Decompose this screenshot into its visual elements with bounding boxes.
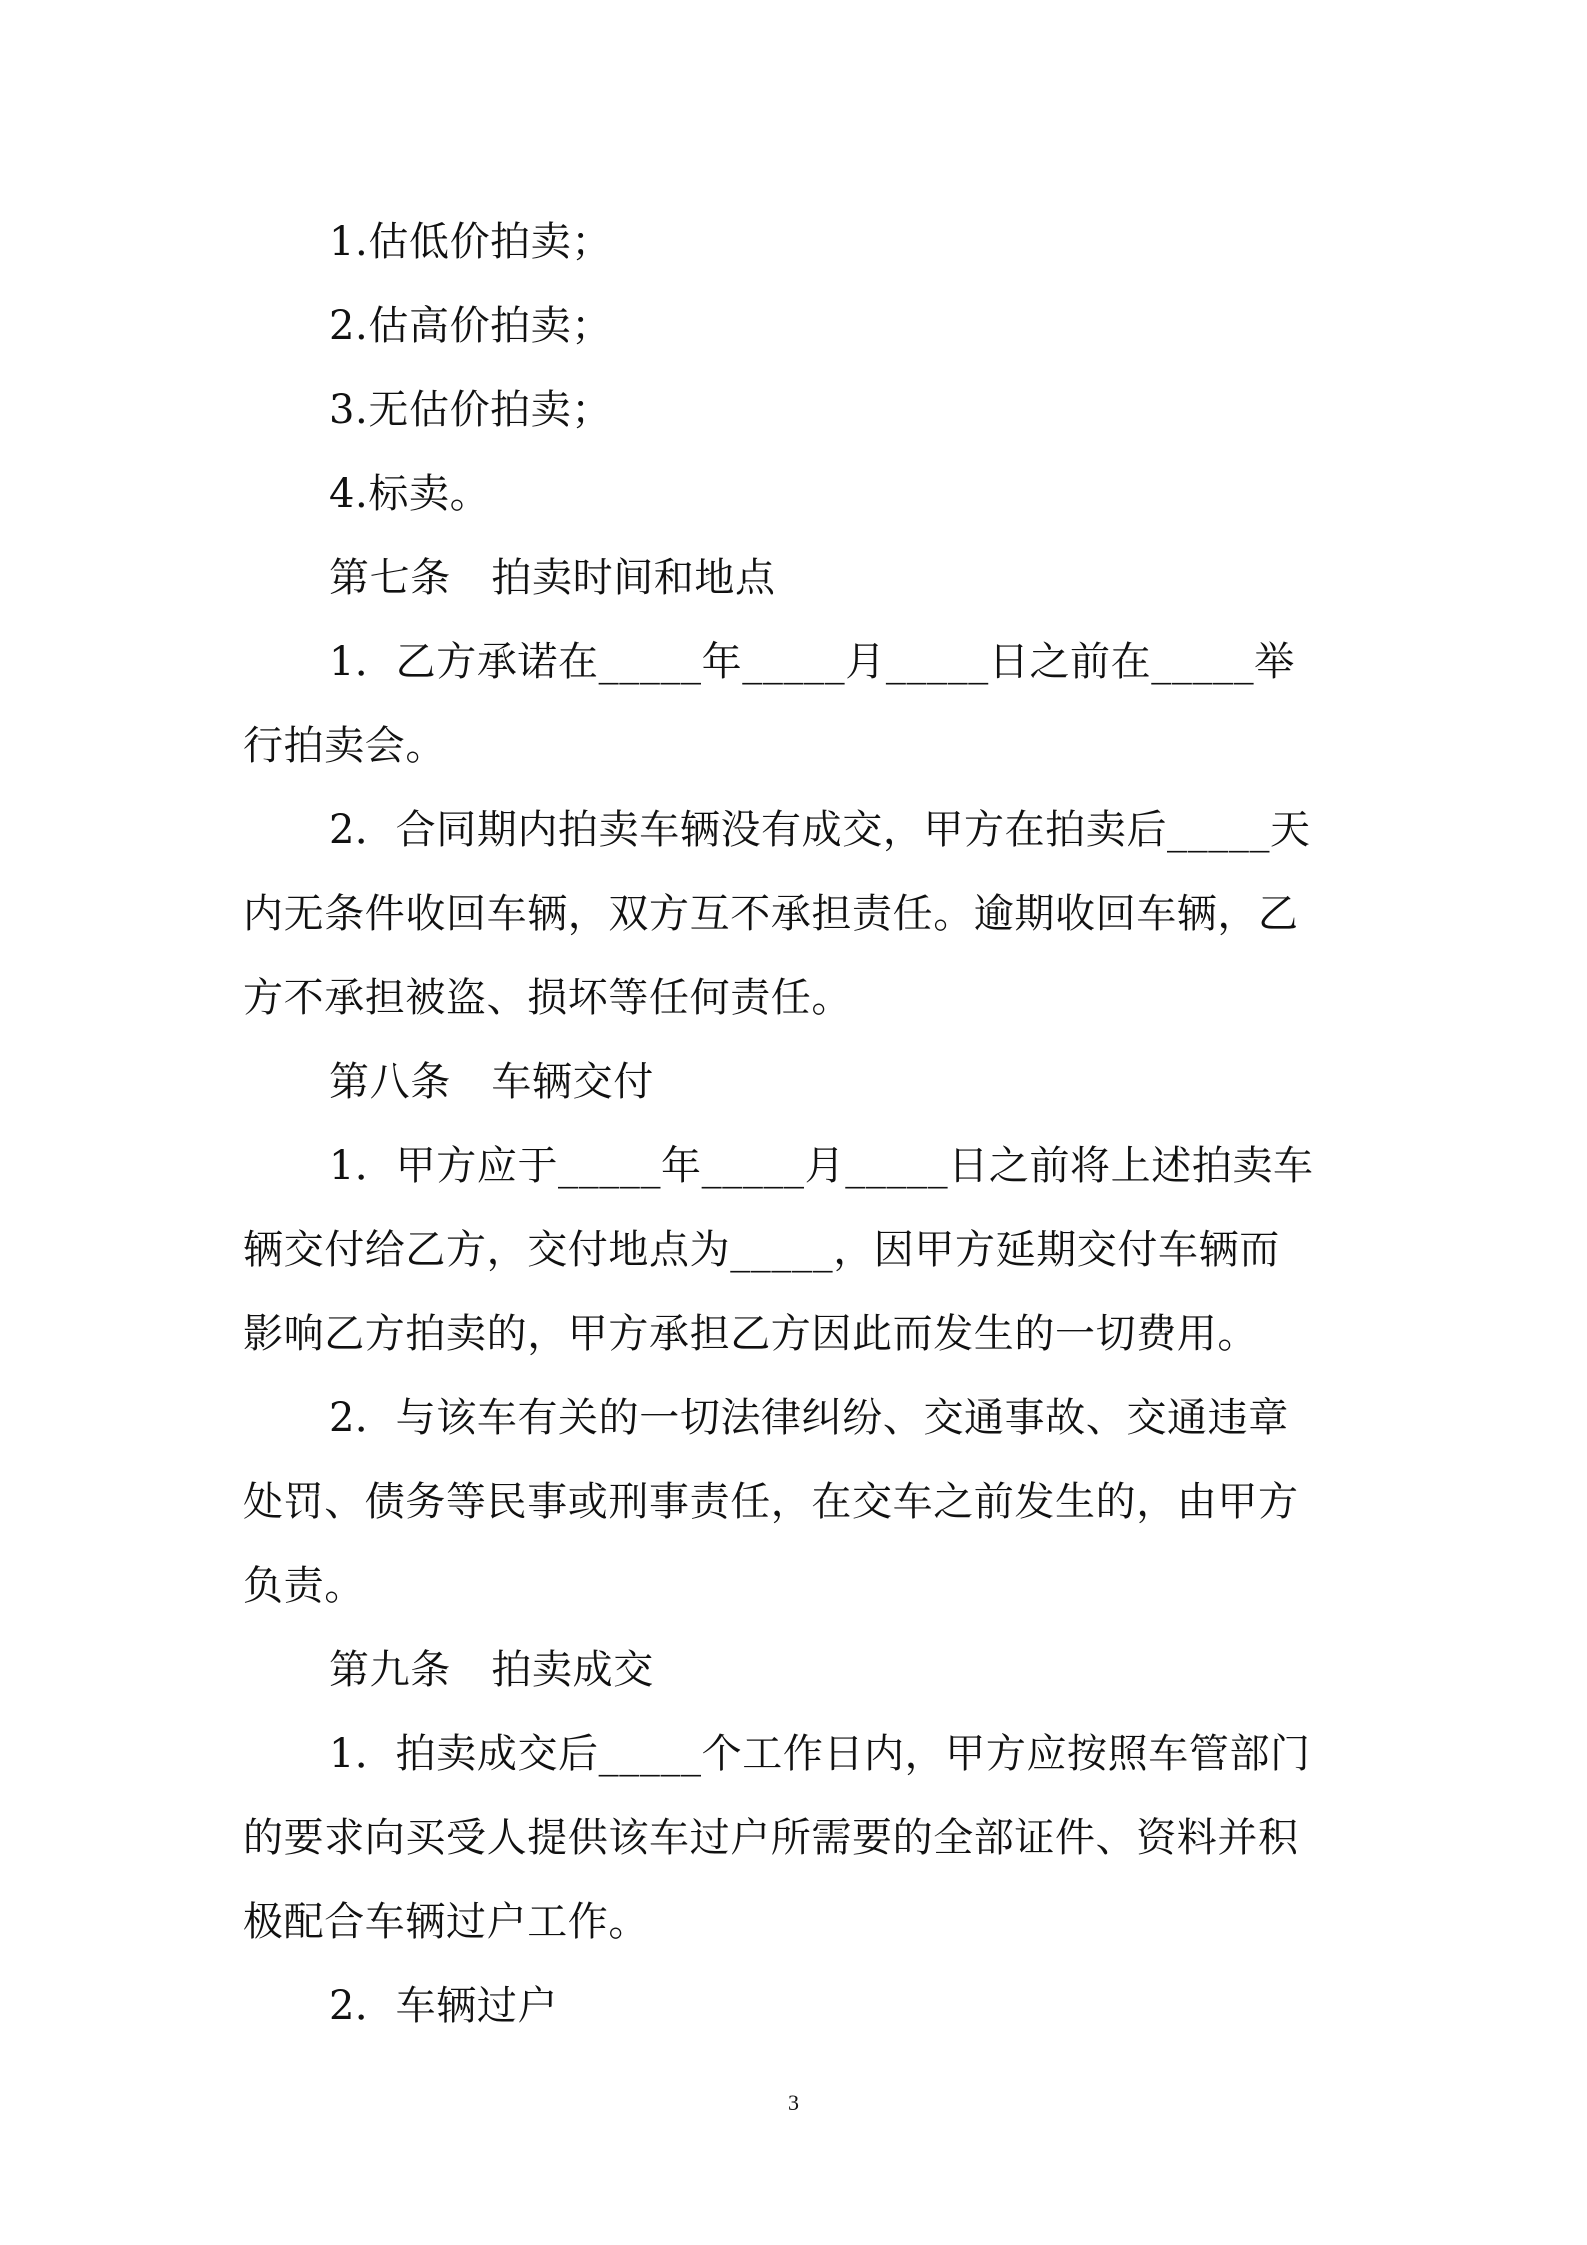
paragraph-line: 极配合车辆过户工作。 bbox=[243, 1899, 649, 1945]
paragraph-line: 1．乙方承诺在_____年_____月_____日之前在_____举 bbox=[329, 639, 1295, 685]
paragraph-line: 方不承担被盗、损坏等任何责任。 bbox=[243, 975, 852, 1021]
paragraph-line: 负责。 bbox=[243, 1563, 365, 1609]
paragraph-line: 的要求向买受人提供该车过户所需要的全部证件、资料并积 bbox=[243, 1815, 1299, 1861]
article-8-heading: 第八条 车辆交付 bbox=[329, 1059, 654, 1105]
document-body bbox=[243, 200, 1353, 2048]
list-item: 2.估高价拍卖； bbox=[329, 303, 612, 349]
article-7-heading: 第七条 拍卖时间和地点 bbox=[329, 555, 776, 601]
list-item: 3.无估价拍卖； bbox=[329, 387, 612, 433]
paragraph-line: 2．车辆过户 bbox=[329, 1983, 559, 2029]
paragraph-line: 2．与该车有关的一切法律纠纷、交通事故、交通违章 bbox=[329, 1395, 1289, 1441]
paragraph-line: 辆交付给乙方，交付地点为_____，因甲方延期交付车辆而 bbox=[243, 1227, 1280, 1273]
paragraph-line: 处罚、债务等民事或刑事责任，在交车之前发生的，由甲方 bbox=[243, 1479, 1299, 1525]
list-item: 4.标卖。 bbox=[329, 471, 491, 517]
paragraph-line: 1．甲方应于_____年_____月_____日之前将上述拍卖车 bbox=[329, 1143, 1314, 1189]
article-9-heading: 第九条 拍卖成交 bbox=[329, 1647, 654, 1693]
page-number: 3 bbox=[788, 2090, 799, 2115]
paragraph-line: 影响乙方拍卖的，甲方承担乙方因此而发生的一切费用。 bbox=[243, 1311, 1258, 1357]
paragraph-line: 行拍卖会。 bbox=[243, 723, 446, 769]
paragraph-line: 1．拍卖成交后_____个工作日内，甲方应按照车管部门 bbox=[329, 1731, 1311, 1777]
paragraph-line: 内无条件收回车辆，双方互不承担责任。逾期收回车辆，乙 bbox=[243, 891, 1299, 937]
paragraph-line: 2．合同期内拍卖车辆没有成交，甲方在拍卖后_____天 bbox=[329, 807, 1311, 853]
list-item: 1.估低价拍卖； bbox=[329, 219, 612, 265]
